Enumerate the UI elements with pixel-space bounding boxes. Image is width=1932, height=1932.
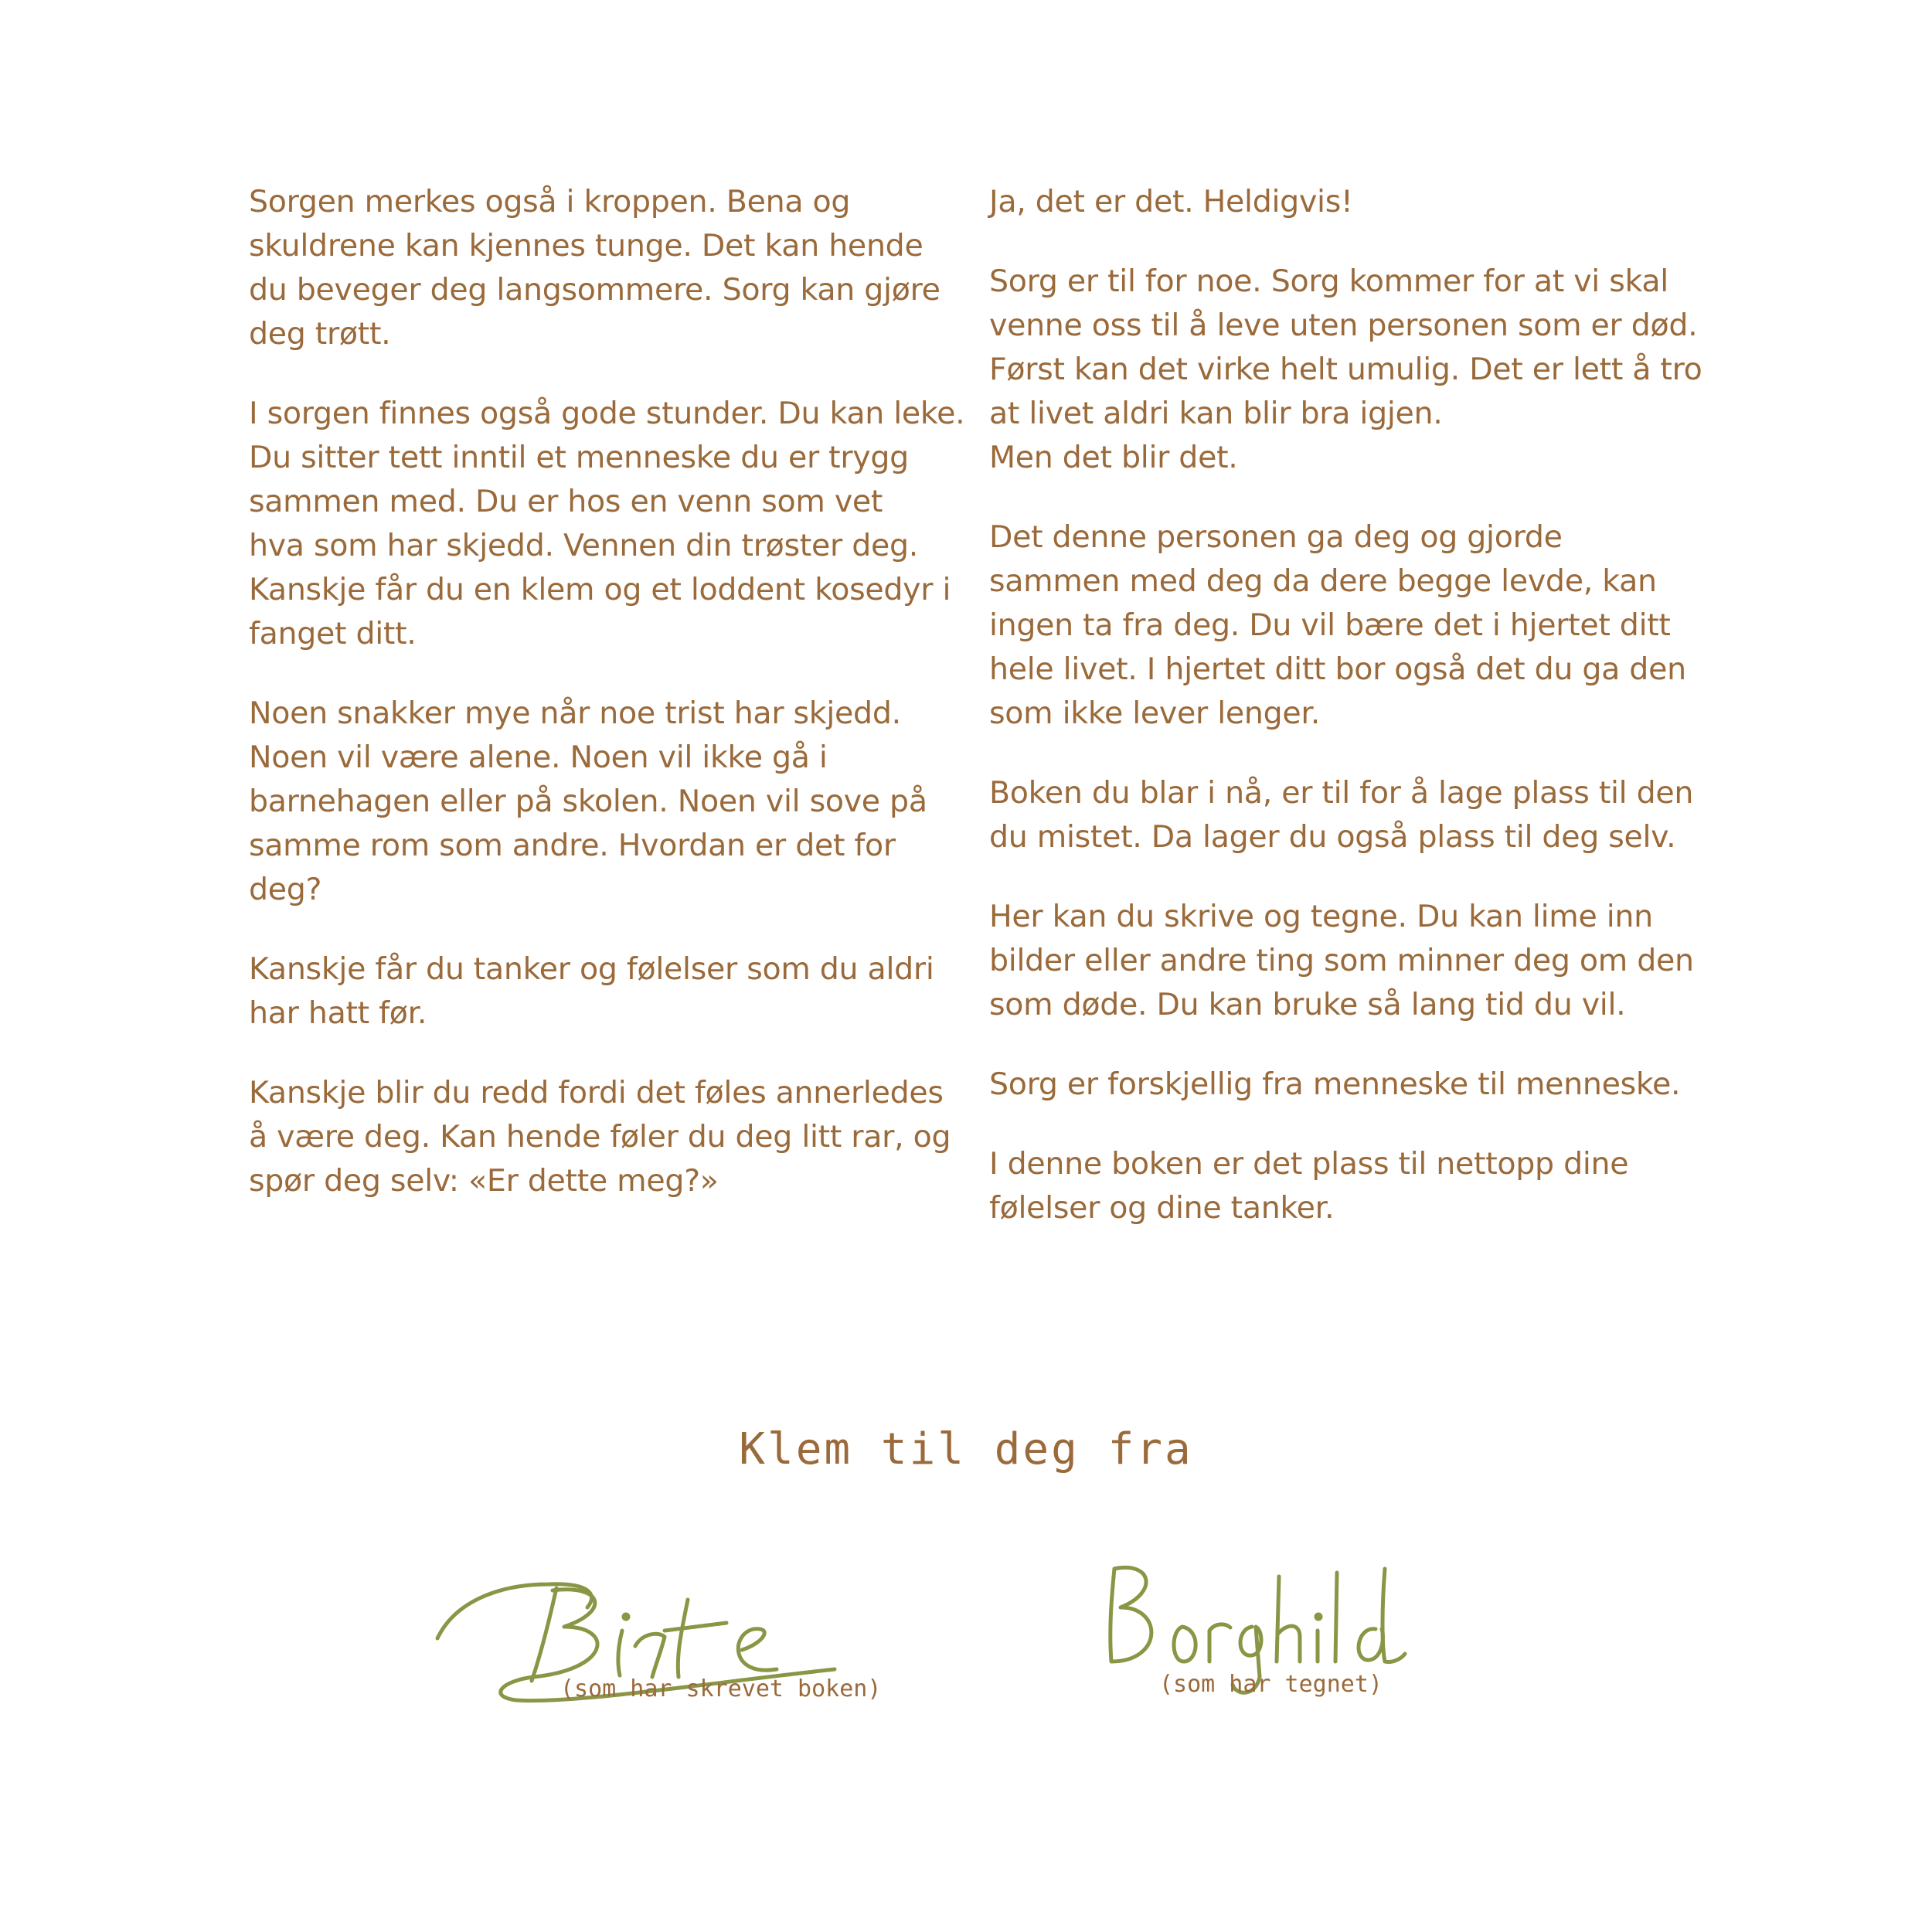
text-line: Boken du blar i nå, er til for å lage plass til den [989,775,1694,811]
text-line: ingen ta fra deg. Du vil bære det i hjertet ditt [989,607,1671,643]
text-line: Her kan du skrive og tegne. Du kan lime inn [989,899,1653,934]
text-line: barnehagen eller på skolen. Noen vil sove på [249,784,927,819]
text-line: du beveger deg langsommere. Sorg kan gjøre [249,272,940,308]
paragraph [249,692,975,912]
paragraph [989,260,1731,480]
text-line: Kanskje blir du redd fordi det føles annerledes [249,1075,944,1111]
text-line: fanget ditt. [249,616,417,651]
text-line: I denne boken er det plass til nettopp dine [989,1146,1629,1182]
text-line: som døde. Du kan bruke så lang tid du vil. [989,987,1626,1022]
text-line: Sorgen merkes også i kroppen. Bena og [249,184,851,219]
text-line: Du sitter tett inntil et menneske du er trygg [249,440,909,475]
paragraph [989,1063,1731,1107]
text-line: du mistet. Da lager du også plass til deg selv. [989,819,1676,855]
text-line: Det denne personen ga deg og gjorde [989,519,1563,555]
text-line: bilder eller andre ting som minner deg om den [989,943,1694,978]
right-column [989,180,1731,1266]
text-line: Sorg er forskjellig fra menneske til menneske. [989,1066,1681,1102]
signature-birte-caption: (som har skrevet boken) [560,1675,882,1702]
text-line: spør deg selv: «Er dette meg?» [249,1163,719,1199]
paragraph [249,392,975,656]
text-line: Sorg er til for noe. Sorg kommer for at vi skal [989,264,1668,299]
text-line: samme rom som andre. Hvordan er det for [249,828,896,863]
text-line: skuldrene kan kjennes tunge. Det kan hende [249,228,923,264]
paragraph [249,180,975,356]
text-line: følelser og dine tanker. [989,1190,1335,1226]
text-line: Først kan det virke helt umulig. Det er lett å tro [989,352,1702,387]
text-line: at livet aldri kan blir bra igjen. [989,396,1443,431]
text-line: Noen vil være alene. Noen vil ikke gå i [249,740,828,775]
closing-line: Klem til deg fra [739,1424,1193,1475]
text-line: hele livet. I hjertet ditt bor også det du ga den [989,651,1686,687]
text-line: Kanskje får du en klem og et loddent kosedyr i [249,572,951,607]
text-line: I sorgen finnes også gode stunder. Du kan leke. [249,396,965,431]
text-line: Men det blir det. [989,440,1238,475]
text-line: Noen snakker mye når noe trist har skjedd. [249,696,901,731]
text-line: sammen med deg da dere begge levde, kan [989,563,1657,599]
paragraph [989,1142,1731,1230]
text-line: deg trøtt. [249,316,391,352]
text-line: sammen med. Du er hos en venn som vet [249,484,883,519]
text-line: deg? [249,872,322,907]
text-line: Kanskje får du tanker og følelser som du aldri [249,951,934,987]
paragraph [989,771,1731,859]
text-line: å være deg. Kan hende føler du deg litt rar, og [249,1119,951,1155]
text-line: venne oss til å leve uten personen som er død. [989,308,1698,343]
left-column [249,180,975,1239]
text-line: hva som har skjedd. Vennen din trøster deg. [249,528,918,563]
paragraph [249,1071,975,1203]
paragraph [249,947,975,1036]
paragraph [989,895,1731,1027]
signature-borghild-caption: (som har tegnet) [1159,1671,1383,1698]
paragraph [989,515,1731,736]
text-line: Ja, det er det. Heldigvis! [989,184,1353,219]
text-line: har hatt før. [249,995,427,1031]
text-line: som ikke lever lenger. [989,696,1320,731]
paragraph [989,180,1731,224]
